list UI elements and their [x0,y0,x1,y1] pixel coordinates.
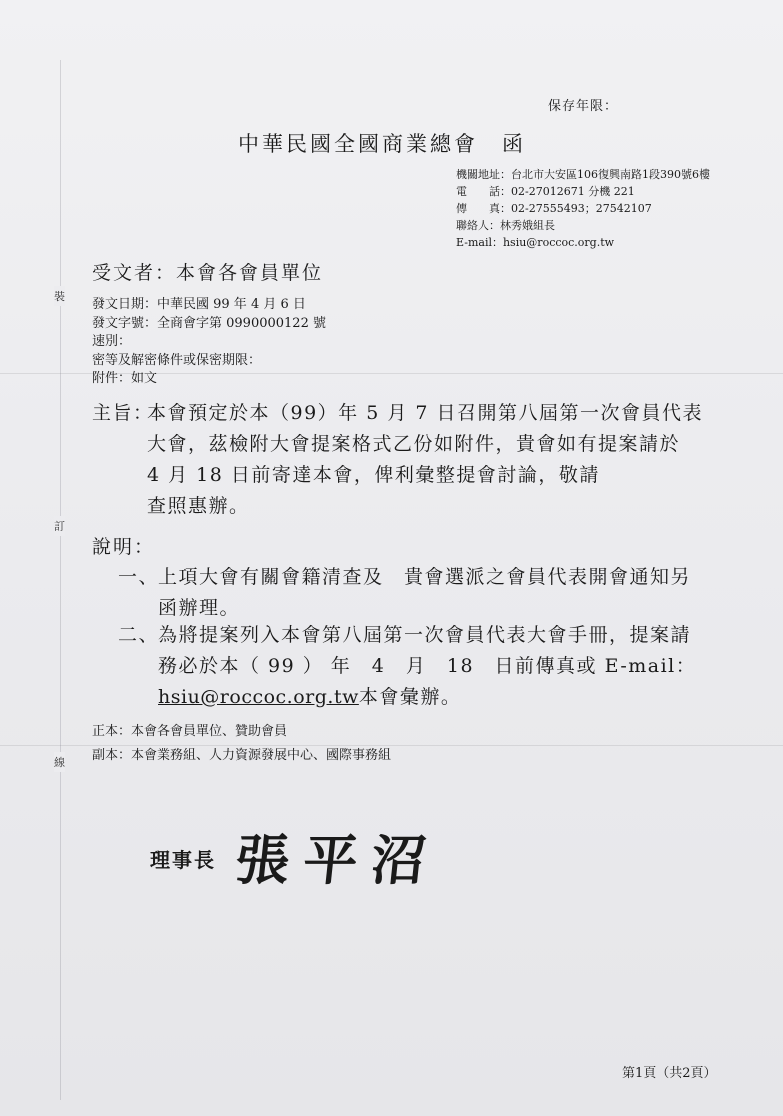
signature-title: 理事長 [150,848,216,872]
contact-fax: 傳 真：02-27555493；27542107 [456,202,652,215]
recipient: 受文者：本會各會員單位 [92,262,324,284]
item-tail: 本會彙辦。 [358,686,462,708]
subject-text [147,398,732,522]
subject-line: 查照惠辦。 [147,495,250,517]
item-text [158,620,738,713]
explanation-item-1 [118,562,738,624]
item-line: 務必於本（ 99 ） 年 4 月 18 日前傳真或 E-mail： [158,655,697,677]
document-type: 函 [502,132,526,156]
item-line [158,682,738,713]
original-recipients: 正本：本會各會員單位、贊助會員 [92,724,288,739]
subject-line: 4 月 18 日前寄達本會，俾利彙整提會討論，敬請 [147,464,600,486]
document-meta [92,296,326,389]
contact-address: 機關地址：台北市大安區106復興南路1段390號6樓 [456,168,710,181]
binding-line [60,60,61,1100]
binding-mark-middle: 訂 [54,516,65,536]
signature-name: 張平沼 [232,828,443,892]
item-line: 上項大會有關會籍清查及 貴會選派之會員代表開會通知另 [158,566,692,588]
subject-line: 本會預定於本（99）年 5 月 7 日召開第八屆第一次會員代表 [147,402,704,424]
page-number: 第1頁（共2頁） [622,1066,717,1081]
subject-line: 大會，茲檢附大會提案格式乙份如附件，貴會如有提案請於 [147,433,681,455]
retention-period: 保存年限： [548,99,619,114]
issue-date: 發文日期：中華民國 99 年 4 月 6 日 [92,297,306,312]
document-title [238,128,526,158]
item-text [158,562,738,624]
explanation-item-2 [118,620,738,713]
binding-mark-top: 裝 [54,286,65,306]
subject-section [92,398,732,522]
contact-phone: 電 話：02-27012671 分機 221 [456,185,635,198]
copy-recipients: 副本：本會業務組、人力資源發展中心、國際事務組 [92,748,392,763]
contact-block [456,166,710,251]
organization-name: 中華民國全國商業總會 [238,132,478,156]
subject-label: 主旨： [92,402,154,424]
item-line: 函辦理。 [158,597,241,619]
contact-email: E-mail：hsiu@roccoc.org.tw [456,236,615,249]
item-line: 為將提案列入本會第八屆第一次會員代表大會手冊，提案請 [158,624,692,646]
security-class: 密等及解密條件或保密期限： [92,352,262,368]
distribution-list [92,720,391,768]
explanation-label: 說明： [92,536,156,558]
speed-class: 速別： [92,334,132,349]
attachment: 附件：如文 [92,371,158,386]
binding-mark-bottom: 線 [54,752,65,772]
document-number: 發文字號：全商會字第 0990000122 號 [92,315,326,331]
contact-person: 聯絡人：林秀娥組長 [456,219,555,232]
email-link[interactable]: hsiu@roccoc.org.tw [158,686,359,708]
item-number: 二、 [118,624,160,646]
item-number: 一、 [118,566,160,588]
